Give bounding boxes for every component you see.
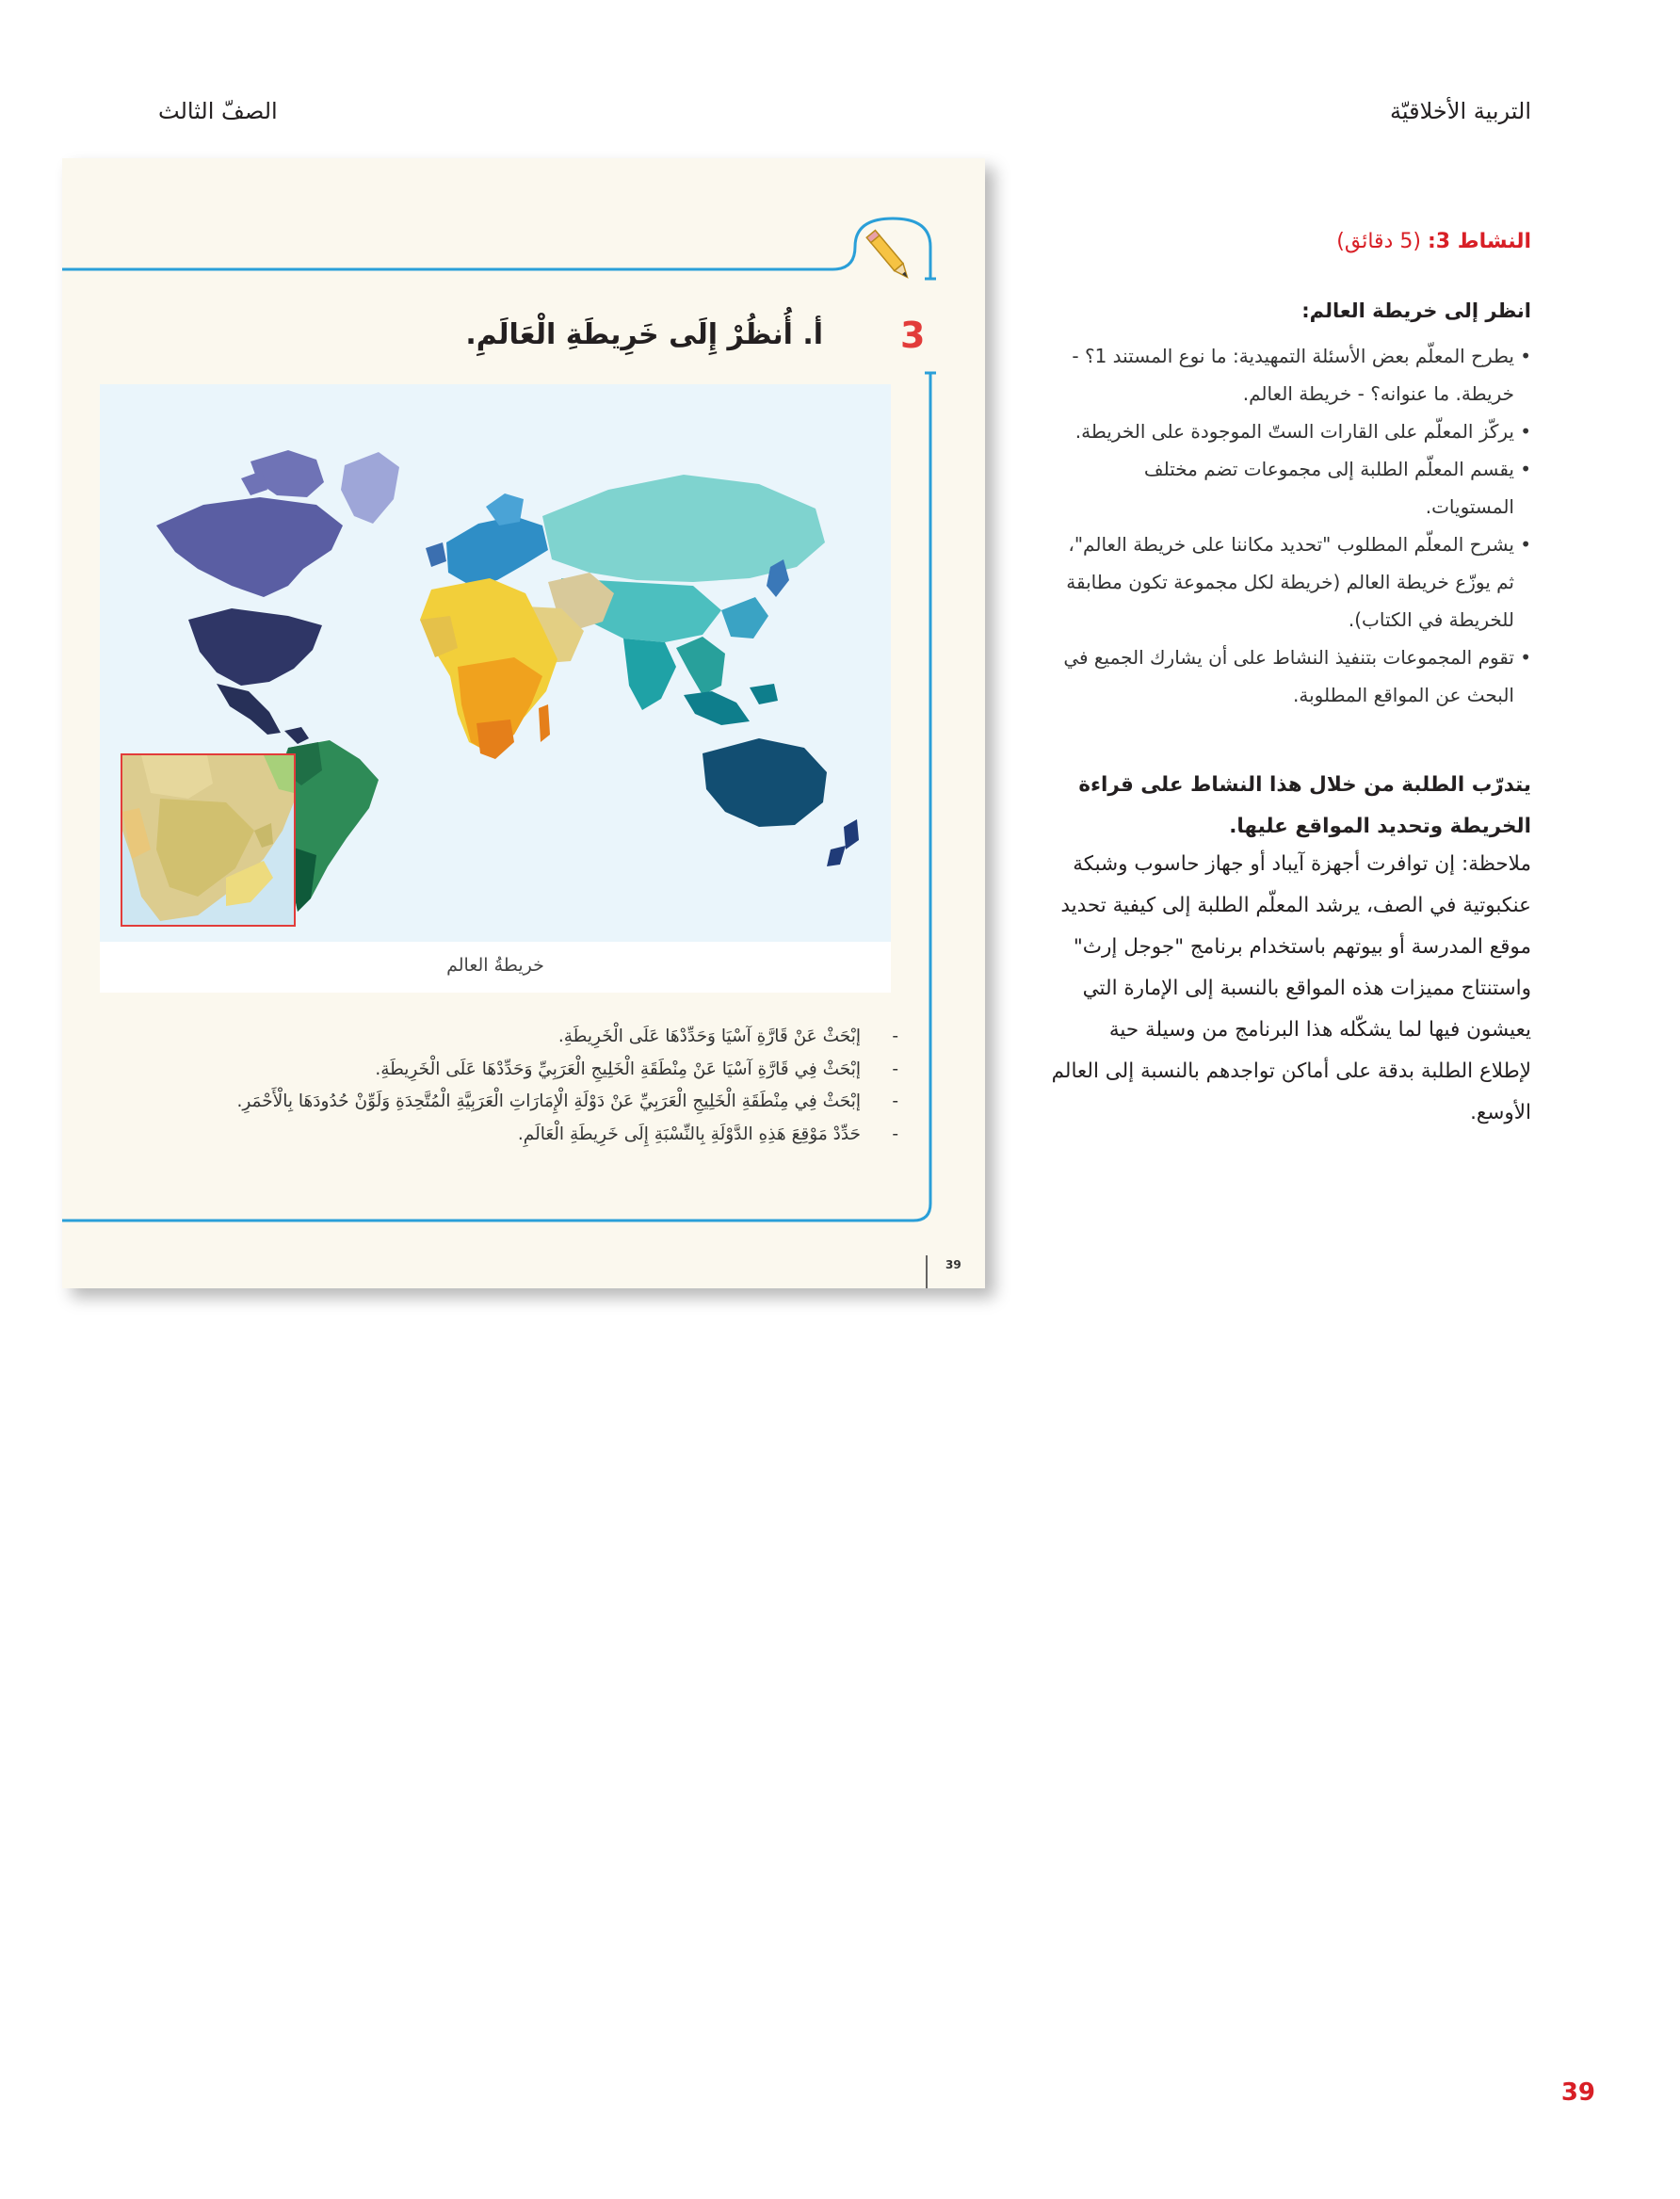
activity-label: النشاط 3:: [1427, 230, 1531, 253]
look-heading: انظر إلى خريطة العالم:: [1301, 299, 1531, 322]
activity-title: أ. أُنظُرْ إِلَى خَرِيطَةِ الْعَالَمِ.: [465, 318, 823, 351]
question-text: إبْحَثْ فِي قَارَّةِ آسْيَا عَنْ مِنْطَقَةِ الْخَلِيجِ الْعَرَبِيِّ وَحَدِّدْهَا عَلَى الْخَرِيطَةِ.: [375, 1059, 861, 1079]
arabian-peninsula-inset-image: [121, 753, 296, 927]
map-caption-bar: [100, 942, 891, 993]
list-item: [236, 1119, 898, 1152]
textbook-page-image: [62, 158, 985, 1288]
training-paragraph: يتدرّب الطلبة من خلال هذا النشاط على قراءة الخريطة وتحديد المواقع عليها.: [1078, 773, 1531, 838]
activity-duration: (5 دقائق): [1336, 230, 1421, 253]
list-marker: -: [892, 1027, 898, 1046]
remark-paragraph: ملاحظة: إن توافرت أجهزة آيباد أو جهاز حاسوب وشبكة عنكبوتية في الصف، يرشد المعلّم الطلبة إلى كيفية تحديد موقع المدرسة أو بيوتهم باستخدام برنامج "جوجل إرث" واستنتاج مميزات هذه المواقع بالنسبة إلى الإمارة التي يعيشون فيها لما يشكّله هذا البرنامج من وسيلة حية لإطلاع الطلبة بدقة على أماكن تواجدهم بالنسبة إلى العالم الأوسع.: [1051, 852, 1531, 1124]
list-item: [236, 1021, 898, 1054]
list-item: [236, 1054, 898, 1087]
inner-page-number: 39: [945, 1258, 961, 1271]
list-item: • يقسم المعلّم الطلبة إلى مجموعات تضم مختلف المستويات.: [1051, 450, 1531, 525]
list-marker: -: [892, 1124, 898, 1144]
list-item: • يركّز المعلّم على القارات الستّ الموجودة على الخريطة.: [1051, 412, 1531, 450]
question-text: إبْحَثْ عَنْ قَارَّةِ آسْيَا وَحَدِّدْهَا عَلَى الْخَرِيطَةِ.: [557, 1027, 861, 1046]
page-number: 39: [1560, 2078, 1595, 2107]
list-item: • يشرح المعلّم المطلوب "تحديد مكاننا على خريطة العالم"، ثم يوزّع خريطة العالم (خريطة لكل مجموعة تكون مطابقة للخريطة في الكتاب).: [1051, 525, 1531, 639]
pencil-icon: [866, 231, 912, 282]
instruction-list: [1051, 337, 1531, 714]
question-list: [236, 1021, 898, 1151]
question-text: إبْحَثْ فِي مِنْطَقَةِ الْخَلِيجِ الْعَرَبِيِّ عَنْ دَوْلَةِ الْإِمَارَاتِ الْعَرَبِيَّةِ الْمُتَّحِدَةِ وَلَوِّنْ حُدُودَهَا بِالْأَحْمَرِ.: [236, 1091, 861, 1111]
list-item: • تقوم المجموعات بتنفيذ النشاط على أن يشارك الجميع في البحث عن المواقع المطلوبة.: [1051, 639, 1531, 714]
grade-header: الصفّ الثالث: [158, 98, 278, 124]
list-marker: -: [892, 1091, 898, 1111]
list-marker: -: [892, 1059, 898, 1079]
activity-heading: [1051, 230, 1531, 253]
question-text: حَدِّدْ مَوْقِعَ هَذِهِ الدَّوْلَةِ بِالنِّسْبَةِ إِلَى خَرِيطَةِ الْعَالَمِ.: [517, 1124, 861, 1144]
list-item: [236, 1086, 898, 1119]
list-item: • يطرح المعلّم بعض الأسئلة التمهيدية: ما نوع المستند 1؟ - خريطة. ما عنوانه؟ - خريطة العالم.: [1051, 337, 1531, 412]
map-caption: خريطةُ العالم: [446, 955, 544, 976]
world-map-image: [100, 384, 891, 942]
subject-header: التربية الأخلاقيّة: [1390, 98, 1531, 124]
activity-number: 3: [900, 315, 926, 356]
